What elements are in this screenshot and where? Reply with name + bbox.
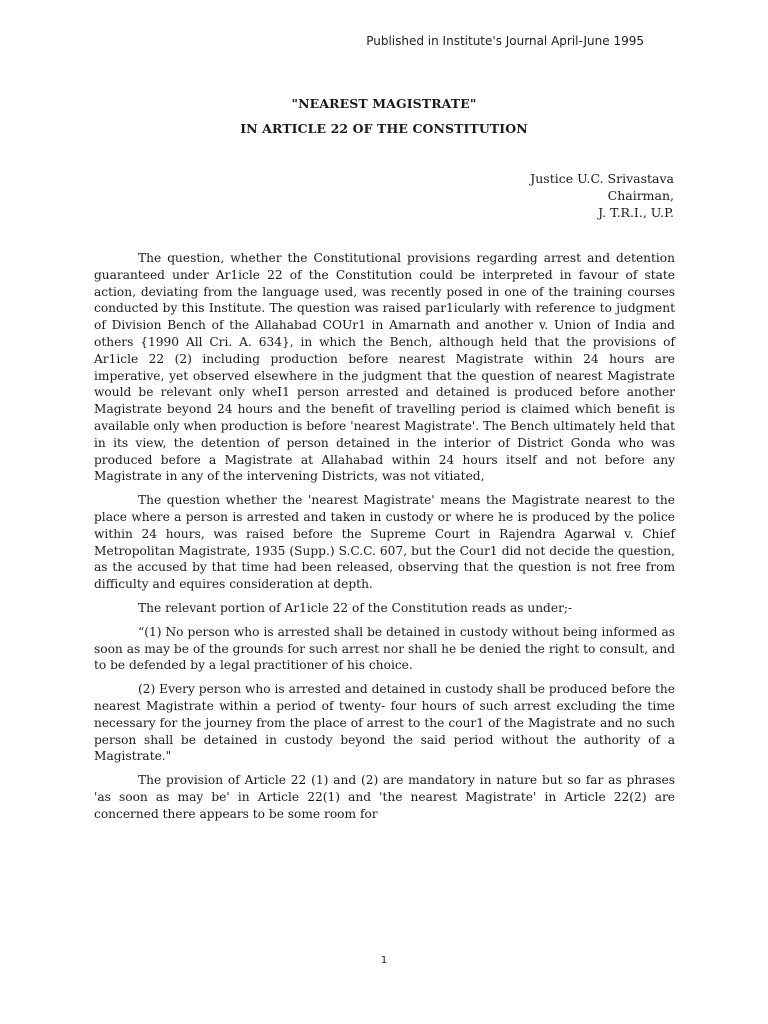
paragraph: The relevant portion of Ar1icle 22 of the Constitution reads as under;- (138, 600, 573, 615)
quoted-clause-2: (2) Every person who is arrested and detained in custody shall be produced before the nearest Magistrate within a period of twenty- four hours of such arrest excluding the time necessary for the journey from the place of arrest to the cour1 of the Magistrate and no such person shall be detained in custody beyond the said period without the authority of a Magistrate." (94, 682, 675, 764)
paragraph: The question whether the 'nearest Magistrate' means the Magistrate nearest to the place where a person is arrested and taken in custody or where he is produced by the police within 24 hours, was raised before the Supreme Court in Rajendra Agarwal v. Chief Metropolitan Magistrate, 1935 (Supp.) S.C.C. 607, but the Cour1 did not decide the question, as the accused by that time had been released, observing that the question is not free from difficulty and equires consideration at depth. (94, 493, 675, 592)
author-block (530, 170, 674, 221)
paragraph: The question, whether the Constitutional provisions regarding arrest and detention guaranteed under Ar1icle 22 of the Constitution could be interpreted in favour of state action, deviating from the language used, was recently posed in one of the training courses conducted by this Institute. The question was raised par1icularly with reference to judgment of Division Bench of the Allahabad COUr1 in Amarnath and another v. Union of India and others {1990 All Cri. A. 634}, in which the Bench, although held that the provisions of Ar1icle 22 (2) including production before nearest Magistrate within 24 hours are imperative, yet observed elsewhere in the judgment that the question of nearest Magistrate would be relevant only wheI1 person arrested and detained is produced before another Magistrate beyond 24 hours and the benefit of travelling period is claimed which benefit is available only when production is before 'nearest Magistrate'. The Bench ultimately held that in its view, the detention of person detained in the interior of District Gonda who was produced before a Magistrate at Allahabad within 24 hours itself and not before any Magistrate in any of the intervening Districts, was not vitiated, (94, 251, 675, 484)
author-institute: J. T.R.I., U.P. (598, 205, 674, 220)
paragraph: The provision of Article 22 (1) and (2) are mandatory in nature but so far as phrases 'as soon as may be' in Article 22(1) and 'the nearest Magistrate' in Article 22(2) are concerned there appears to be some room for (94, 773, 675, 821)
title-line-1: "NEAREST MAGISTRATE" (291, 96, 477, 111)
body-text (94, 250, 675, 830)
quoted-clause-1: “(1) No person who is arrested shall be detained in custody without being informed as soon as may be of the grounds for such arrest nor shall he be denied the right to consult, and to be defended by a legal practitioner of his choice. (94, 624, 675, 673)
author-name: Justice U.C. Srivastava (530, 171, 674, 186)
publication-note: Published in Institute's Journal April-June 1995 (366, 34, 644, 48)
title-line-2: IN ARTICLE 22 OF THE CONSTITUTION (240, 121, 528, 136)
page-number: 1 (380, 955, 388, 966)
author-position: Chairman, (607, 188, 674, 203)
